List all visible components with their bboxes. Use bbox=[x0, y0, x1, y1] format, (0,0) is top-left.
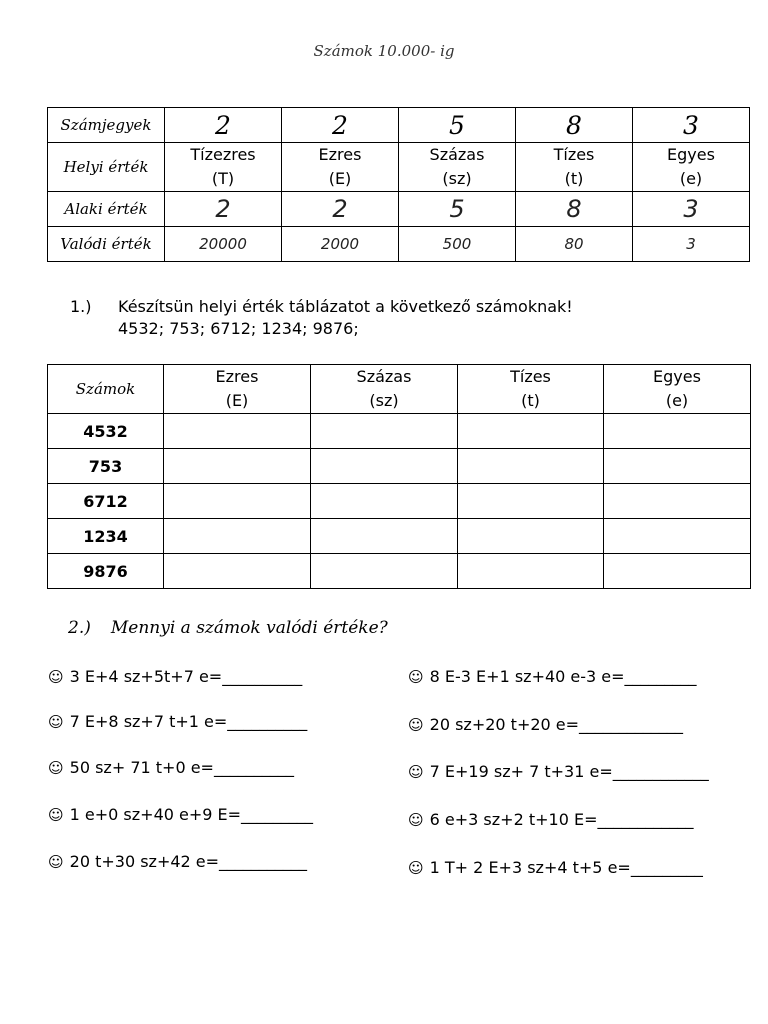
column-header bbox=[604, 365, 751, 414]
blank-cell[interactable] bbox=[458, 519, 604, 554]
table-row bbox=[48, 192, 750, 227]
place-name: Tízezres bbox=[190, 145, 256, 164]
blank-cell[interactable] bbox=[604, 414, 751, 449]
number-cell: 1234 bbox=[48, 519, 164, 554]
column-header bbox=[311, 365, 458, 414]
place-abbr: (t) bbox=[564, 169, 584, 188]
page-title: Számok 10.000- ig bbox=[313, 42, 455, 60]
digit-cell: 2 bbox=[282, 108, 399, 143]
exercise-text: 20 sz+20 t+20 e=_____________ bbox=[429, 715, 684, 734]
digit-cell: 8 bbox=[516, 108, 633, 143]
form-cell: 2 bbox=[282, 192, 399, 227]
column-name: Egyes bbox=[653, 367, 701, 386]
table-row bbox=[48, 449, 751, 484]
task-2 bbox=[68, 618, 388, 638]
smiley-icon: ☺ bbox=[408, 763, 424, 781]
row-label-place: Helyi érték bbox=[48, 143, 165, 192]
place-abbr: (E) bbox=[328, 169, 352, 188]
smiley-icon: ☺ bbox=[48, 853, 64, 871]
place-name: Százas bbox=[429, 145, 485, 164]
place-abbr: (e) bbox=[679, 169, 703, 188]
blank-cell[interactable] bbox=[458, 554, 604, 589]
task-text bbox=[118, 296, 573, 340]
column-header bbox=[164, 365, 311, 414]
blank-cell[interactable] bbox=[311, 554, 458, 589]
column-name: Százas bbox=[356, 367, 412, 386]
column-name: Tízes bbox=[510, 367, 551, 386]
number-cell: 6712 bbox=[48, 484, 164, 519]
exercise-item bbox=[408, 715, 683, 734]
form-cell: 8 bbox=[516, 192, 633, 227]
smiley-icon: ☺ bbox=[408, 859, 424, 877]
blank-cell[interactable] bbox=[164, 449, 311, 484]
blank-cell[interactable] bbox=[604, 484, 751, 519]
place-cell bbox=[516, 143, 633, 192]
exercise-item bbox=[408, 667, 697, 686]
place-cell bbox=[633, 143, 750, 192]
table-header-row bbox=[48, 365, 751, 414]
task-instruction: Készítsün helyi érték táblázatot a következő számoknak! bbox=[118, 297, 573, 316]
column-name: Ezres bbox=[215, 367, 259, 386]
column-header bbox=[458, 365, 604, 414]
exercise-item bbox=[48, 805, 313, 824]
blank-cell[interactable] bbox=[604, 554, 751, 589]
number-cell: 9876 bbox=[48, 554, 164, 589]
exercise-text: 20 t+30 sz+42 e=___________ bbox=[69, 852, 308, 871]
real-value-cell: 3 bbox=[633, 227, 750, 262]
blank-cell[interactable] bbox=[604, 519, 751, 554]
place-cell bbox=[399, 143, 516, 192]
exercise-text: 7 E+8 sz+7 t+1 e=__________ bbox=[69, 712, 308, 731]
exercise-text: 6 e+3 sz+2 t+10 E=____________ bbox=[429, 810, 694, 829]
column-abbr: (t) bbox=[521, 391, 540, 410]
smiley-icon: ☺ bbox=[48, 759, 64, 777]
smiley-icon: ☺ bbox=[48, 806, 64, 824]
row-label-form: Alaki érték bbox=[48, 192, 165, 227]
blank-cell[interactable] bbox=[164, 554, 311, 589]
task-question: Mennyi a számok valódi értéke? bbox=[110, 618, 388, 638]
column-abbr: (sz) bbox=[369, 391, 399, 410]
form-cell: 2 bbox=[165, 192, 282, 227]
real-value-cell: 80 bbox=[516, 227, 633, 262]
column-abbr: (E) bbox=[225, 391, 249, 410]
blank-cell[interactable] bbox=[604, 449, 751, 484]
blank-cell[interactable] bbox=[458, 414, 604, 449]
place-cell bbox=[165, 143, 282, 192]
place-name: Tízes bbox=[553, 145, 595, 164]
place-cell bbox=[282, 143, 399, 192]
task-number: 1.) bbox=[70, 297, 92, 316]
smiley-icon: ☺ bbox=[408, 811, 424, 829]
header-label-numbers: Számok bbox=[48, 365, 164, 414]
place-value-example-table bbox=[47, 107, 750, 262]
row-label-digits: Számjegyek bbox=[48, 108, 165, 143]
smiley-icon: ☺ bbox=[408, 668, 424, 686]
exercise-text: 3 E+4 sz+5t+7 e=__________ bbox=[69, 667, 303, 686]
table-row bbox=[48, 554, 751, 589]
exercise-item bbox=[48, 852, 307, 871]
digit-cell: 2 bbox=[165, 108, 282, 143]
exercise-text: 50 sz+ 71 t+0 e=__________ bbox=[69, 758, 294, 777]
smiley-icon: ☺ bbox=[48, 668, 64, 686]
place-abbr: (sz) bbox=[442, 169, 472, 188]
place-abbr: (T) bbox=[211, 169, 235, 188]
exercise-text: 1 T+ 2 E+3 sz+4 t+5 e=_________ bbox=[429, 858, 703, 877]
blank-cell[interactable] bbox=[458, 484, 604, 519]
table-row bbox=[48, 414, 751, 449]
blank-cell[interactable] bbox=[311, 414, 458, 449]
table-row bbox=[48, 143, 750, 192]
form-cell: 5 bbox=[399, 192, 516, 227]
real-value-cell: 2000 bbox=[282, 227, 399, 262]
exercise-text: 7 E+19 sz+ 7 t+31 e=____________ bbox=[429, 762, 709, 781]
number-cell: 4532 bbox=[48, 414, 164, 449]
table-row bbox=[48, 108, 750, 143]
digit-cell: 5 bbox=[399, 108, 516, 143]
exercise-text: 1 e+0 sz+40 e+9 E=_________ bbox=[69, 805, 314, 824]
column-abbr: (e) bbox=[665, 391, 689, 410]
exercise-text: 8 E-3 E+1 sz+40 e-3 e=_________ bbox=[429, 667, 697, 686]
exercise-item bbox=[48, 758, 294, 777]
exercise-item bbox=[408, 762, 709, 781]
real-value-cell: 500 bbox=[399, 227, 516, 262]
task-number: 2.) bbox=[68, 618, 91, 638]
place-name: Ezres bbox=[318, 145, 362, 164]
blank-cell[interactable] bbox=[311, 484, 458, 519]
smiley-icon: ☺ bbox=[408, 716, 424, 734]
blank-cell[interactable] bbox=[311, 519, 458, 554]
place-value-exercise-table bbox=[47, 364, 751, 589]
blank-cell[interactable] bbox=[164, 519, 311, 554]
place-name: Egyes bbox=[667, 145, 715, 164]
exercise-item bbox=[48, 712, 307, 731]
blank-cell[interactable] bbox=[458, 449, 604, 484]
exercise-item bbox=[408, 810, 693, 829]
number-cell: 753 bbox=[48, 449, 164, 484]
row-label-real: Valódi érték bbox=[48, 227, 165, 262]
exercise-item bbox=[48, 667, 302, 686]
form-cell: 3 bbox=[633, 192, 750, 227]
task-numbers: 4532; 753; 6712; 1234; 9876; bbox=[118, 319, 359, 338]
smiley-icon: ☺ bbox=[48, 713, 64, 731]
blank-cell[interactable] bbox=[164, 484, 311, 519]
table-row bbox=[48, 519, 751, 554]
blank-cell[interactable] bbox=[164, 414, 311, 449]
table-row bbox=[48, 484, 751, 519]
digit-cell: 3 bbox=[633, 108, 750, 143]
table-row bbox=[48, 227, 750, 262]
blank-cell[interactable] bbox=[311, 449, 458, 484]
exercise-item bbox=[408, 858, 703, 877]
real-value-cell: 20000 bbox=[165, 227, 282, 262]
